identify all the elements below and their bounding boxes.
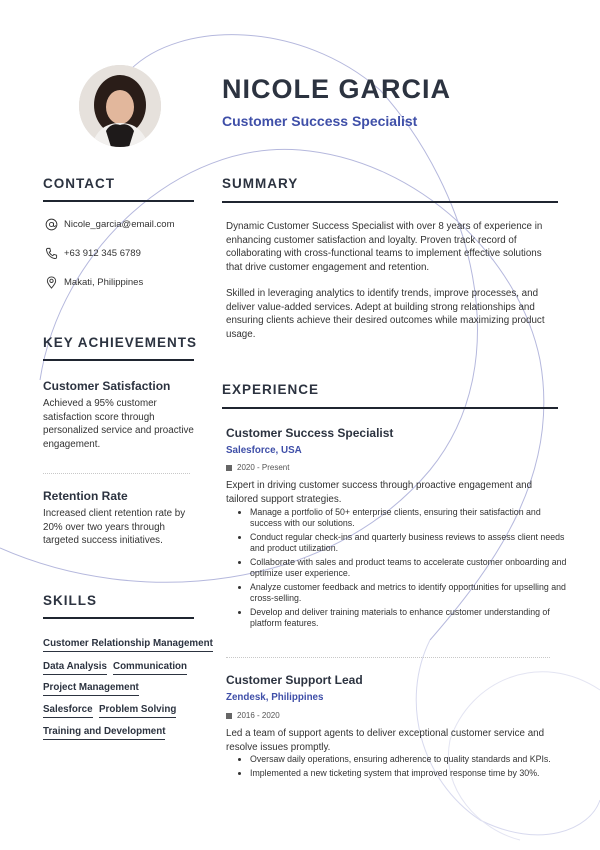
job-title: Customer Success Specialist — [226, 426, 394, 440]
candidate-name: NICOLE GARCIA — [222, 74, 451, 104]
job-bullet: • Manage a portfolio of 50+ enterprise clients, ensuring their satisfaction and success with our solutions. — [250, 507, 572, 530]
job-bullet-list — [226, 754, 572, 781]
calendar-icon — [226, 465, 232, 471]
experience-rule — [222, 407, 558, 409]
skill-tag: Data Analysis — [43, 661, 107, 675]
job-divider — [226, 657, 550, 658]
summary-paragraph: Dynamic Customer Success Specialist with over 8 years of experience in enhancing customer satisfaction and loyalty. Proven track record of collaborating with cross-functional teams to implement effective solutions that drive customer engagement and retention. — [226, 221, 543, 273]
skills-heading: SKILLS — [43, 593, 98, 608]
phone-icon — [45, 247, 58, 260]
profile-photo — [79, 65, 161, 147]
skill-tag: Project Management — [43, 682, 139, 696]
contact-phone-text: +63 912 345 6789 — [64, 248, 141, 259]
skill-tag: Communication — [113, 661, 187, 675]
contact-rule — [43, 200, 194, 202]
achievement-text: Achieved a 95% customer satisfaction score through personalized service and proactive engagement. — [43, 398, 194, 450]
skill-tag: Training and Development — [43, 726, 165, 740]
achievements-rule — [43, 359, 194, 361]
summary-paragraph: Skilled in leveraging analytics to identify trends, improve processes, and deliver value-added services. Adept at building strong relationships and ensuring clients achieve their desired outcomes while maximizing product usage. — [226, 288, 545, 340]
job-company: Zendesk, Philippines — [226, 692, 324, 703]
contact-email[interactable] — [45, 218, 175, 231]
contact-phone[interactable] — [45, 247, 141, 260]
job-bullet: • Conduct regular check-ins and quarterly business reviews to assess client needs and product utilization. — [250, 532, 572, 555]
calendar-icon — [226, 713, 232, 719]
job-bullet: • Develop and deliver training materials to enhance customer understanding of platform features. — [250, 607, 572, 630]
achievement-text: Increased client retention rate by 20% over two years through targeted success initiatives. — [43, 508, 186, 546]
achievements-heading: KEY ACHIEVEMENTS — [43, 335, 198, 350]
job-dates-text: 2020 - Present — [237, 463, 290, 472]
job-description: Expert in driving customer success through proactive engagement and tailored support strategies. — [226, 480, 533, 505]
candidate-title: Customer Success Specialist — [222, 113, 418, 129]
summary-heading: SUMMARY — [222, 176, 299, 191]
skill-tag: Salesforce — [43, 704, 93, 718]
job-title: Customer Support Lead — [226, 673, 363, 687]
location-pin-icon — [45, 276, 58, 289]
experience-heading: EXPERIENCE — [222, 382, 320, 397]
contact-location — [45, 276, 143, 289]
skills-rule — [43, 617, 194, 619]
job-description: Led a team of support agents to deliver exceptional customer service and resolve issues promptly. — [226, 728, 545, 753]
at-icon — [45, 218, 58, 231]
job-bullet: • Analyze customer feedback and metrics to identify opportunities for upselling and cross-selling. — [250, 582, 572, 605]
skill-tag: Customer Relationship Management — [43, 638, 213, 652]
achievement-title: Retention Rate — [43, 489, 128, 503]
contact-location-text: Makati, Philippines — [64, 277, 144, 288]
job-dates — [226, 711, 280, 720]
achievement-divider — [43, 473, 190, 474]
job-dates-text: 2016 - 2020 — [237, 711, 280, 720]
job-bullet: • Collaborate with sales and product teams to accelerate customer onboarding and optimize user experience. — [250, 557, 572, 580]
job-bullet: • Implemented a new ticketing system that improved response time by 30%. — [250, 768, 572, 779]
contact-heading: CONTACT — [43, 176, 115, 191]
achievement-title: Customer Satisfaction — [43, 379, 171, 393]
skill-tag: Problem Solving — [99, 704, 176, 718]
job-bullet-list — [226, 507, 572, 632]
job-company: Salesforce, USA — [226, 445, 302, 456]
contact-email-text: Nicole_garcia@email.com — [64, 219, 175, 230]
summary-rule — [222, 201, 558, 203]
job-dates — [226, 463, 289, 472]
profile-photo-image — [79, 65, 161, 147]
job-bullet: • Oversaw daily operations, ensuring adherence to quality standards and KPIs. — [250, 754, 572, 765]
